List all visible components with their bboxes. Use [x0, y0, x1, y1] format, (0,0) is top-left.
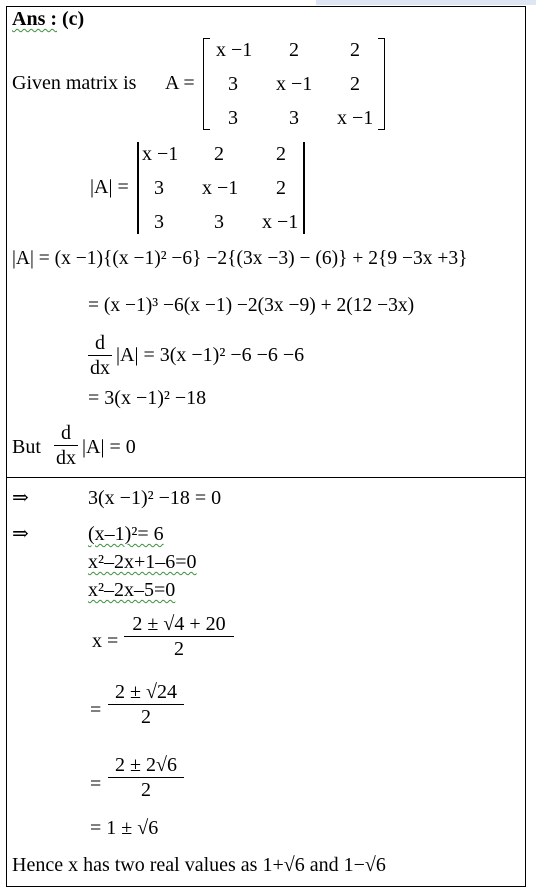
- matrix-right-bracket: [378, 38, 385, 130]
- step-1: 3(x −1)² −18 = 0: [88, 487, 222, 509]
- fraction-bar: [108, 704, 184, 705]
- matrix-cell: 2: [289, 39, 299, 61]
- matrix-cell: 2: [350, 39, 360, 61]
- quadratic-step-3: [108, 755, 184, 800]
- matrix-cell: x −1: [337, 107, 374, 129]
- det-cell: 2: [214, 143, 224, 165]
- implies-arrow-icon: ⇒: [12, 487, 29, 509]
- det-cell: 3: [154, 177, 164, 199]
- expansion-line-4: = 3(x −1)² −18: [88, 387, 207, 409]
- matrix-cell: 2: [350, 73, 360, 95]
- fraction-bar: [108, 777, 184, 778]
- but-label: But: [12, 436, 41, 458]
- step-4: x²–2x–5=0: [88, 579, 176, 601]
- fraction-bar: [88, 355, 112, 356]
- matrix-cell: 3: [289, 107, 299, 129]
- matrix-left-bracket: [203, 38, 210, 130]
- det-cell: 3: [214, 211, 224, 233]
- det-right-bar: [303, 142, 305, 234]
- matrix-cell: 3: [228, 73, 238, 95]
- det-cell: x −1: [202, 177, 239, 199]
- answer-option: (c): [62, 8, 85, 30]
- quadratic-fraction: [124, 614, 234, 659]
- matrix-intro: Given matrix is: [12, 72, 137, 94]
- deriv-num: d: [95, 332, 105, 354]
- quadratic-lhs: x =: [92, 630, 119, 652]
- matrix-cell: x −1: [216, 39, 253, 61]
- expansion-line-1: |A| = (x −1){(x −1)² −6} −2{(3x −3) − (6)} + 2{9 −3x +3}: [12, 248, 468, 269]
- matrix-cell: 3: [228, 107, 238, 129]
- matrix-cell: x −1: [276, 73, 313, 95]
- derivative-operator: [88, 333, 112, 378]
- det-cell: 3: [154, 211, 164, 233]
- answer-label: Ans :: [12, 8, 58, 30]
- implies-arrow-icon: ⇒: [12, 523, 29, 545]
- quadratic-num: 2 ± √4 + 20: [132, 613, 226, 635]
- deriv-den: dx: [56, 447, 76, 469]
- expansion-line-2: = (x −1)³ −6(x −1) −2(3x −9) + 2(12 −3x): [88, 295, 415, 316]
- det-cell: 2: [276, 177, 286, 199]
- q3-den: 2: [141, 779, 151, 801]
- value-2: 1−√6: [343, 854, 386, 876]
- fraction-bar: [124, 636, 234, 637]
- step-2: (x–1)²= 6: [88, 523, 164, 545]
- det-left-bar: [137, 142, 139, 234]
- derivative-operator-2: [54, 423, 78, 468]
- step-3: x²–2x+1–6=0: [88, 551, 197, 573]
- value-1: 1+√6: [262, 854, 305, 876]
- final-result: = 1 ± √6: [90, 817, 159, 839]
- det-cell: x −1: [142, 143, 179, 165]
- conclusion: [12, 855, 386, 875]
- matrix-lhs: A =: [165, 72, 195, 94]
- but-expression: |A| = 0: [82, 436, 136, 458]
- and-word: and: [309, 854, 339, 876]
- q2-den: 2: [141, 706, 151, 728]
- equals-sign: =: [90, 699, 102, 721]
- quadratic-den: 2: [174, 638, 184, 660]
- fraction-bar: [54, 445, 78, 446]
- equals-sign: =: [90, 773, 102, 795]
- q2-num: 2 ± √24: [115, 681, 177, 703]
- top-highlight-bar: [316, 0, 536, 5]
- answer-heading: [12, 9, 84, 29]
- q3-num: 2 ± 2√6: [115, 754, 177, 776]
- solution-box-bottom: [6, 477, 526, 887]
- deriv-num: d: [61, 422, 71, 444]
- quadratic-step-2: [108, 682, 184, 727]
- deriv-den: dx: [90, 357, 110, 379]
- det-cell: 2: [276, 143, 286, 165]
- det-lhs: |A| =: [90, 176, 129, 198]
- expansion-line-3: |A| = 3(x −1)² −6 −6 −6: [116, 344, 305, 366]
- conclusion-text: Hence x has two real values as: [12, 854, 258, 876]
- det-cell: x −1: [262, 211, 299, 233]
